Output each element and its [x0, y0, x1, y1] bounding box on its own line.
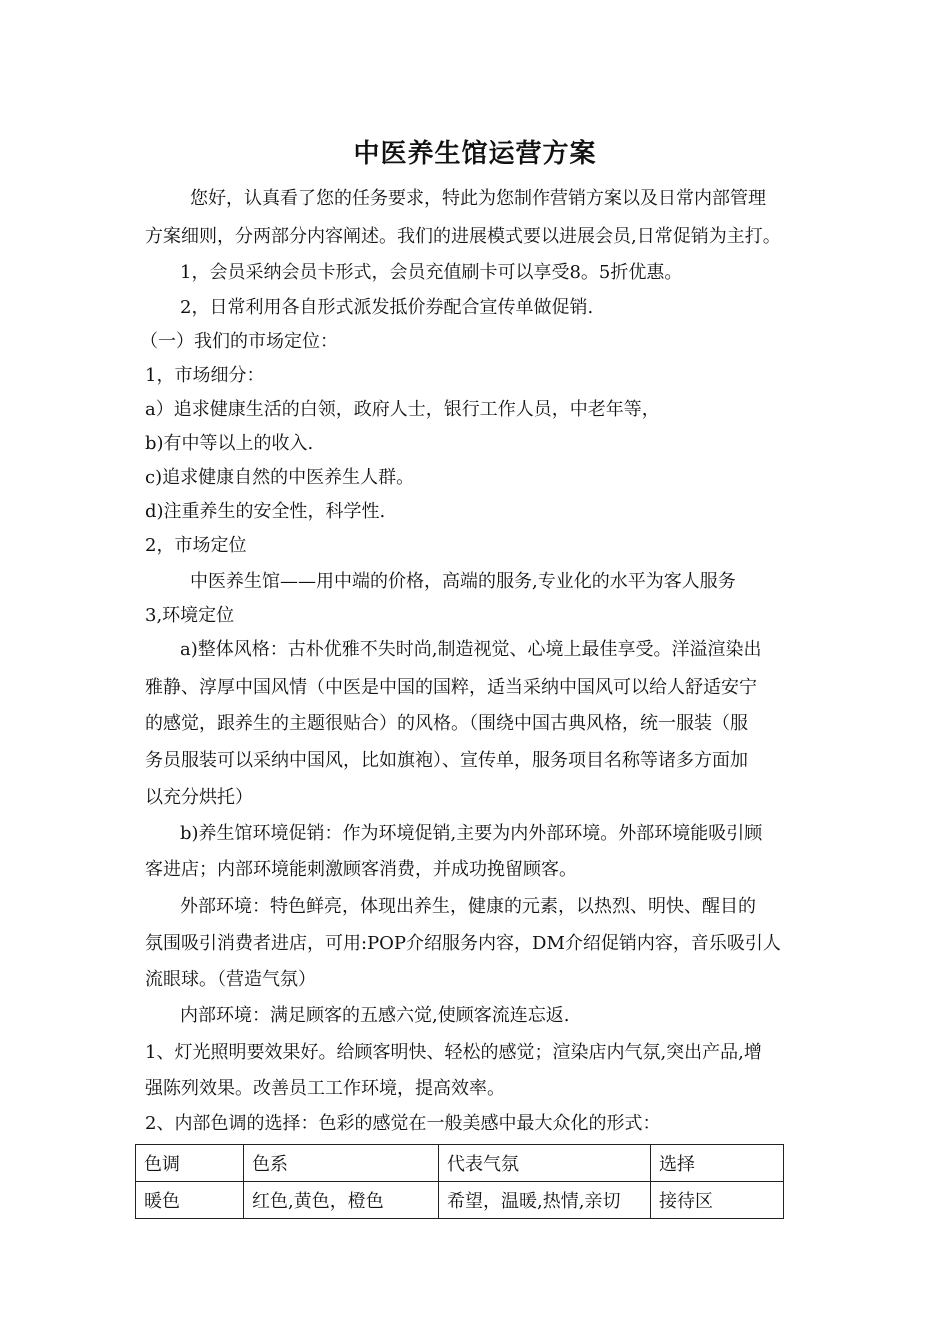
- paragraph-line: 您好，认真看了您的任务要求，特此为您制作营销方案以及日常内部管理: [190, 188, 766, 209]
- list-item: c)追求健康自然的中医养生人群。: [145, 467, 415, 488]
- paragraph-line: 中医养生馆——用中端的价格，高端的服务,专业化的水平为客人服务: [190, 571, 736, 592]
- paragraph-line: 雅静、淳厚中国风情（中医是中国的国粹，适当采纳中国风可以给人舒适安宁: [145, 677, 757, 698]
- paragraph-line: 内部环境：满足顾客的五感六觉,使顾客流连忘返.: [180, 1005, 570, 1026]
- table-cell: 希望，温暖,热情,亲切: [439, 1182, 651, 1219]
- list-item: b)有中等以上的收入.: [145, 433, 314, 454]
- paragraph-line: 2、内部色调的选择：色彩的感觉在一般美感中最大众化的形式：: [145, 1113, 661, 1134]
- table-row: [136, 1182, 784, 1219]
- paragraph-line: 强陈列效果。改善员工工作环境，提高效率。: [145, 1078, 505, 1099]
- section-heading: （一）我们的市场定位：: [140, 331, 338, 352]
- table-cell: 红色,黄色，橙色: [244, 1182, 439, 1219]
- paragraph-line: b)养生馆环境促销：作为环境促销,主要为内外部环境。外部环境能吸引顾: [180, 823, 763, 844]
- paragraph-line: 2，日常利用各自形式派发抵价券配合宣传单做促销.: [180, 297, 594, 318]
- color-tone-table: [135, 1144, 784, 1219]
- paragraph-line: 务员服装可以采纳中国风，比如旗袍）、宣传单，服务项目名称等诸多方面加: [145, 750, 748, 771]
- paragraph-line: 方案细则，分两部分内容阐述。我们的进展模式要以进展会员,日常促销为主打。: [145, 226, 781, 247]
- paragraph-line: 流眼球。（营造气氛）: [145, 969, 316, 990]
- paragraph-line: 客进店；内部环境能刺激顾客消费，并成功挽留顾客。: [145, 859, 577, 880]
- table-cell: 暖色: [136, 1182, 244, 1219]
- paragraph-line: 的感觉，跟养生的主题很贴合）的风格。（围绕中国古典风格，统一服装（服: [145, 713, 748, 734]
- table-cell: 接待区: [651, 1182, 784, 1219]
- document-title: 中医养生馆运营方案: [353, 139, 597, 169]
- paragraph-line: 外部环境：特色鲜亮，体现出养生，健康的元素，以热烈、明快、醒目的: [180, 896, 756, 917]
- subsection-heading: 2，市场定位: [145, 535, 247, 556]
- paragraph-line: 1、灯光照明要效果好。给顾客明快、轻松的感觉；渲染店内气氛,突出产品,增: [145, 1042, 762, 1063]
- table-header-row: [136, 1145, 784, 1182]
- list-item: a）追求健康生活的白领，政府人士，银行工作人员，中老年等，: [145, 399, 660, 420]
- table-header-cell: 色调: [136, 1145, 244, 1182]
- table-header-cell: 代表气氛: [439, 1145, 651, 1182]
- subsection-heading: 1，市场细分：: [145, 365, 265, 386]
- table-header-cell: 选择: [651, 1145, 784, 1182]
- paragraph-line: a)整体风格：古朴优雅不失时尚,制造视觉、心境上最佳享受。洋溢渲染出: [180, 639, 762, 660]
- list-item: d)注重养生的安全性，科学性.: [145, 501, 386, 522]
- paragraph-line: 以充分烘托）: [145, 787, 253, 808]
- paragraph-line: 氛围吸引消费者进店，可用:POP介绍服务内容，DM介绍促销内容，音乐吸引人: [145, 933, 781, 954]
- paragraph-line: 1，会员采纳会员卡形式，会员充值刷卡可以享受8。5折优惠。: [180, 262, 683, 283]
- table-header-cell: 色系: [244, 1145, 439, 1182]
- subsection-heading: 3,环境定位: [145, 605, 235, 626]
